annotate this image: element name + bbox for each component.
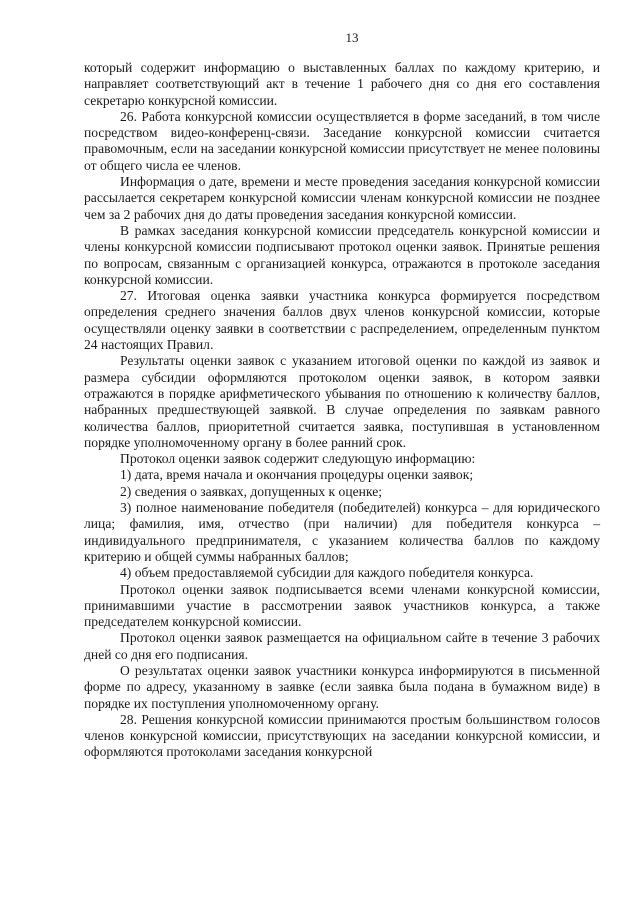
paragraph: 2) сведения о заявках, допущенных к оценке; bbox=[120, 483, 383, 499]
page-number: 13 bbox=[345, 30, 359, 45]
paragraph: 1) дата, время начала и окончания процедуры оценки заявок; bbox=[120, 467, 474, 483]
paragraph: 28. Решения конкурсной комиссии принимаются простым большинством голосов членов конкурсной комиссии, присутствующих на заседании конкурсной комиссии, и оформляются протоколами заседания конкурсной bbox=[84, 711, 600, 760]
paragraph: Информация о дате, времени и месте проведения заседания конкурсной комиссии рассылается секретарем конкурсной комиссии членам конкурсной комиссии не позднее чем за 2 рабочих дня до даты проведения заседания конкурсной комиссии. bbox=[84, 174, 600, 222]
document-body bbox=[84, 60, 600, 761]
paragraph: В рамках заседания конкурсной комиссии председатель конкурсной комиссии и члены конкурсной комиссии подписывают протокол оценки заявок. Принятые решения по вопросам, связанным с организацией конкурса, отражаются в протоколе заседания конкурсной комиссии. bbox=[84, 222, 600, 287]
paragraph: 3) полное наименование победителя (победителей) конкурса – для юридического лица; фамилия, имя, отчество (при наличии) для победителя конкурса – индивидуального предпринимателя, с указанием количества баллов по каждому критерию и общей суммы набранных баллов; bbox=[84, 500, 600, 564]
paragraph: Протокол оценки заявок содержит следующую информацию: bbox=[120, 451, 476, 467]
paragraph: 4) объем предоставляемой субсидии для каждого победителя конкурса. bbox=[120, 565, 534, 581]
paragraph: О результатах оценки заявок участники конкурса информируются в письменной форме по адресу, указанному в заявке (если заявка была подана в бумажном виде) в порядке их поступления уполномоченному органу. bbox=[84, 662, 600, 711]
paragraph: 26. Работа конкурсной комиссии осуществляется в форме заседаний, в том числе посредством видео-конференц-связи. Заседание конкурсной комиссии считается правомочным, если на заседании конкурсной комиссии присутствует не менее половины от общего числа ее членов. bbox=[84, 108, 600, 173]
paragraph: Результаты оценки заявок с указанием итоговой оценки по каждой из заявок и размера субсидии оформляются протоколом оценки заявок, в котором заявки отражаются в порядке арифметического убывания по отношению к количеству баллов, набранных предшествующей заявкой. В случае определения по заявкам равного количества баллов, приоритетной считается заявка, поступившая в установленном порядке уполномоченному органу в более ранний срок. bbox=[84, 353, 600, 450]
paragraph: Протокол оценки заявок размещается на официальном сайте в течение 3 рабочих дней со дня его подписания. bbox=[84, 630, 600, 662]
paragraph: 27. Итоговая оценка заявки участника конкурса формируется посредством определения среднего значения баллов двух членов конкурсной комиссии, которые осуществляли оценку заявки в соответствии с распределением, определенным пунктом 24 настоящих Правил. bbox=[84, 288, 600, 353]
paragraph: который содержит информацию о выставленных баллах по каждому критерию, и направляет соответствующий акт в течение 1 рабочего дня со дня его составления секретарю конкурсной комиссии. bbox=[84, 60, 600, 108]
paragraph: Протокол оценки заявок подписывается всеми членами конкурсной комиссии, принимавшими участие в рассмотрении заявок участников конкурса, а также председателем конкурсной комиссии. bbox=[84, 581, 600, 630]
